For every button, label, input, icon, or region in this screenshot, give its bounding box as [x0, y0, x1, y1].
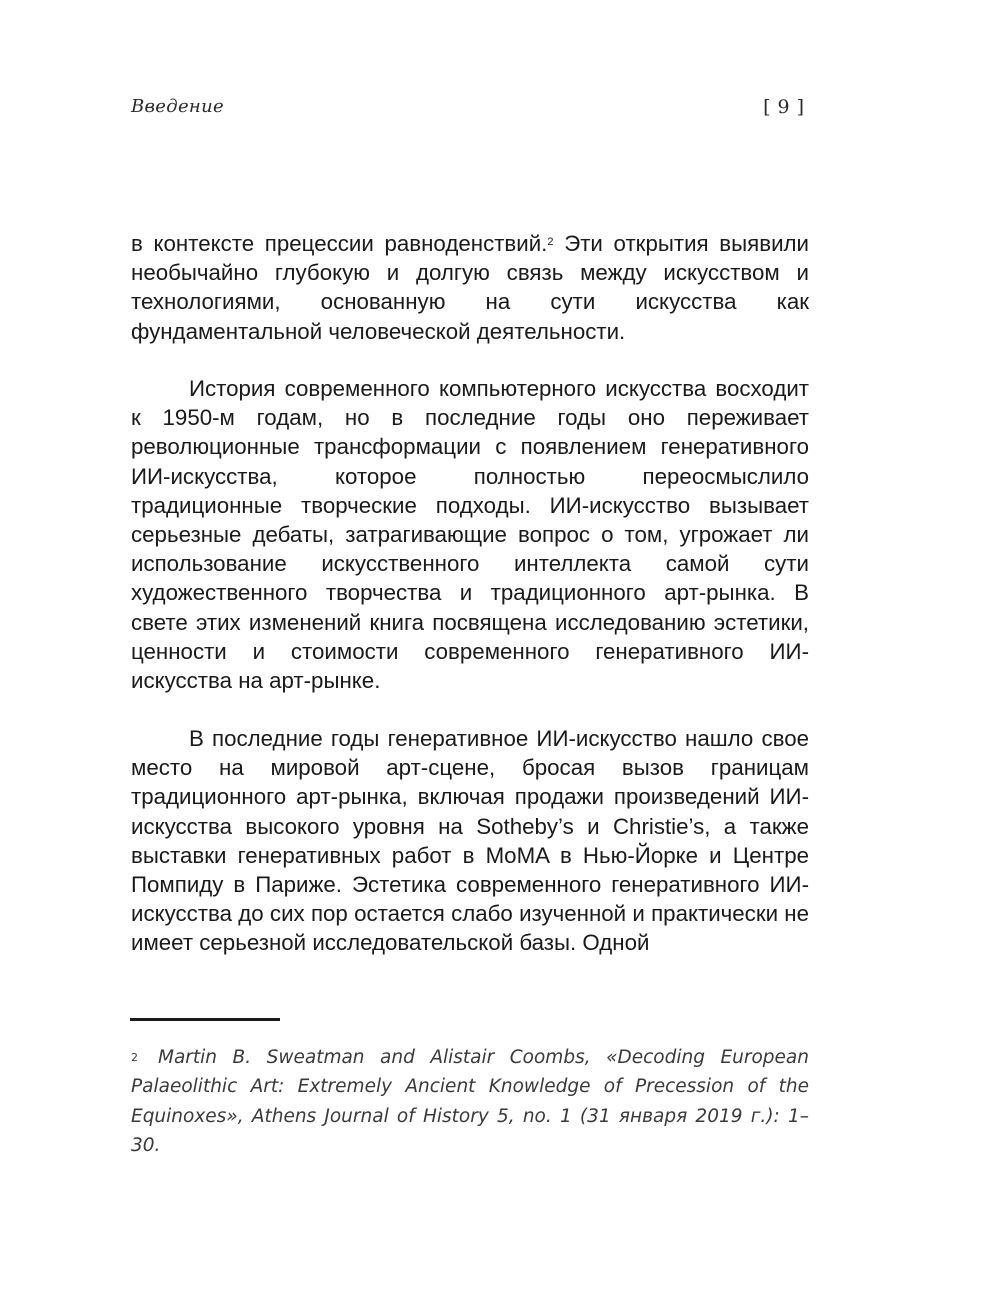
page-number-value: 9	[777, 96, 791, 118]
paragraph-3-text: В последние годы генеративное ИИ-искусство нашло свое место на мировой арт-сцене, бросая вызов границам традиционного арт-рынка, включая продажи произведений ИИ-искусства высокого уровня на Sotheby’s и Christie’s, а также выставки генеративных работ в MoMA в Нью-Йорке и Центре Помпиду в Париже. Эстетика современного генеративного ИИ-искусства до сих пор остается слабо изученной и практически не имеет серьезной исследовательской базы. Одной	[131, 726, 809, 956]
page-number-bracket-close: ]	[796, 96, 805, 118]
paragraph-1-rest: Эти открытия выявили необычайно глубокую и долгую связь между искусством и технологиями, основанную на сути искусства как фундаментальной человеческой деятельности.	[131, 231, 809, 344]
paragraph-2	[131, 374, 809, 695]
page-number-bracket-open: [	[763, 96, 772, 118]
paragraph-2-text: История современного компьютерного искусства восходит к 1950-м годам, но в последние годы оно переживает революционные трансформации с появлением генеративного ИИ-искусства, которое полностью переосмыслило традиционные творческие подходы. ИИ-искусство вызывает серьезные дебаты, затрагивающие вопрос о том, угрожает ли использование искусственного интеллекта самой сути художественного творчества и традиционного арт-рынка. В свете этих изменений книга посвящена исследованию эстетики, ценности и стоимости современного генеративного ИИ-искусства на арт-рынке.	[131, 376, 809, 694]
footnote-divider	[130, 1018, 280, 1021]
running-title: Введение	[131, 96, 224, 117]
paragraph-1-text	[131, 229, 809, 346]
paragraph-1-start: в контексте прецессии равноденствий.	[131, 231, 548, 256]
paragraph-1	[131, 229, 809, 346]
footnote-number: 2	[131, 1051, 138, 1064]
page-number	[757, 96, 811, 118]
footnote	[131, 1043, 809, 1160]
paragraph-3	[131, 724, 809, 958]
footnote-reference: 2	[547, 236, 554, 248]
footnote-text: Martin B. Sweatman and Alistair Coombs, «Decoding European Palaeolithic Art: Extremely Ancient Knowledge of Precession of the Equinoxes», Athens Journal of History 5, no. 1 (31 января 2019 г.): 1–30.	[131, 1047, 809, 1156]
